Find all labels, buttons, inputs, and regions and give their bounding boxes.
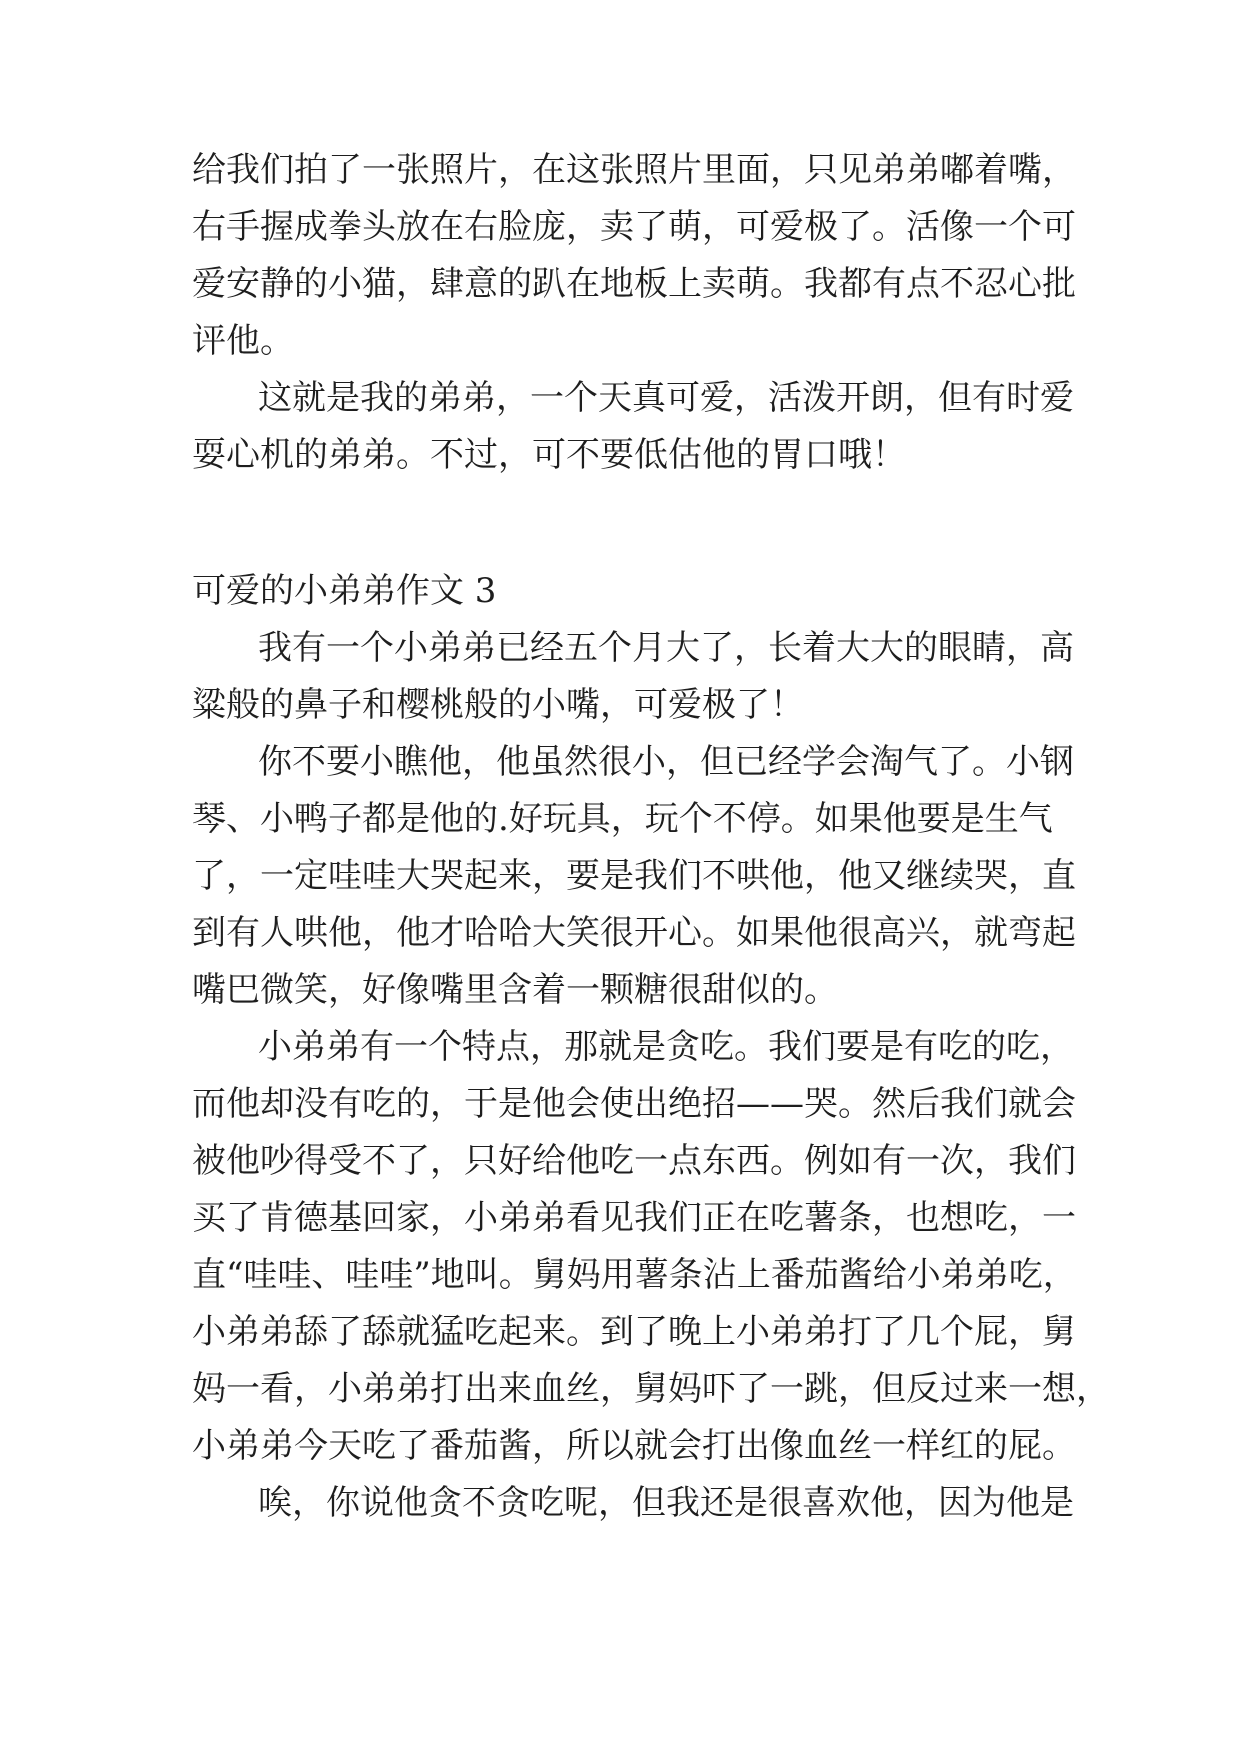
section-heading: 可爱的小弟弟作文 3 [192,571,497,611]
paragraph-line: 唉，你说他贪不贪吃呢，但我还是很喜欢他，因为他是 [258,1483,1074,1523]
paragraph-line: 嘴巴微笑，好像嘴里含着一颗糖很甜似的。 [192,970,838,1010]
paragraph-line: 评他。 [192,321,294,361]
paragraph-line: 耍心机的弟弟。不过，可不要低估他的胃口哦！ [192,435,906,475]
paragraph-line: 小弟弟今天吃了番茄酱，所以就会打出像血丝一样红的屁。 [192,1426,1076,1466]
paragraph-line: 到有人哄他，他才哈哈大笑很开心。如果他很高兴，就弯起 [192,913,1076,953]
paragraph-line: 给我们拍了一张照片，在这张照片里面，只见弟弟嘟着嘴， [192,150,1076,190]
paragraph-line: 了，一定哇哇大哭起来，要是我们不哄他，他又继续哭，直 [192,856,1076,896]
paragraph-line: 买了肯德基回家，小弟弟看见我们正在吃薯条，也想吃，一 [192,1198,1076,1238]
paragraph-line: 而他却没有吃的，于是他会使出绝招——哭。然后我们就会 [192,1084,1076,1124]
paragraph-line: 粱般的鼻子和樱桃般的小嘴，可爱极了！ [192,685,804,725]
paragraph-line: 琴、小鸭子都是他的.好玩具，玩个不停。如果他要是生气 [192,799,1053,839]
paragraph-line: 右手握成拳头放在右脸庞，卖了萌，可爱极了。活像一个可 [192,207,1076,247]
paragraph-line: 这就是我的弟弟，一个天真可爱，活泼开朗，但有时爱 [258,378,1074,418]
paragraph-line: 被他吵得受不了，只好给他吃一点东西。例如有一次，我们 [192,1141,1076,1181]
paragraph-line: 小弟弟舔了舔就猛吃起来。到了晚上小弟弟打了几个屁，舅 [192,1312,1076,1352]
paragraph-line: 直“哇哇、哇哇”地叫。舅妈用薯条沾上番茄酱给小弟弟吃， [192,1255,1077,1295]
paragraph-line: 爱安静的小猫，肆意的趴在地板上卖萌。我都有点不忍心批 [192,264,1076,304]
paragraph-line: 妈一看，小弟弟打出来血丝，舅妈吓了一跳，但反过来一想， [192,1369,1110,1409]
paragraph-line: 小弟弟有一个特点，那就是贪吃。我们要是有吃的吃， [258,1027,1074,1067]
paragraph-line: 你不要小瞧他，他虽然很小，但已经学会淘气了。小钢 [258,742,1074,782]
paragraph-line: 我有一个小弟弟已经五个月大了，长着大大的眼睛，高 [258,628,1074,668]
